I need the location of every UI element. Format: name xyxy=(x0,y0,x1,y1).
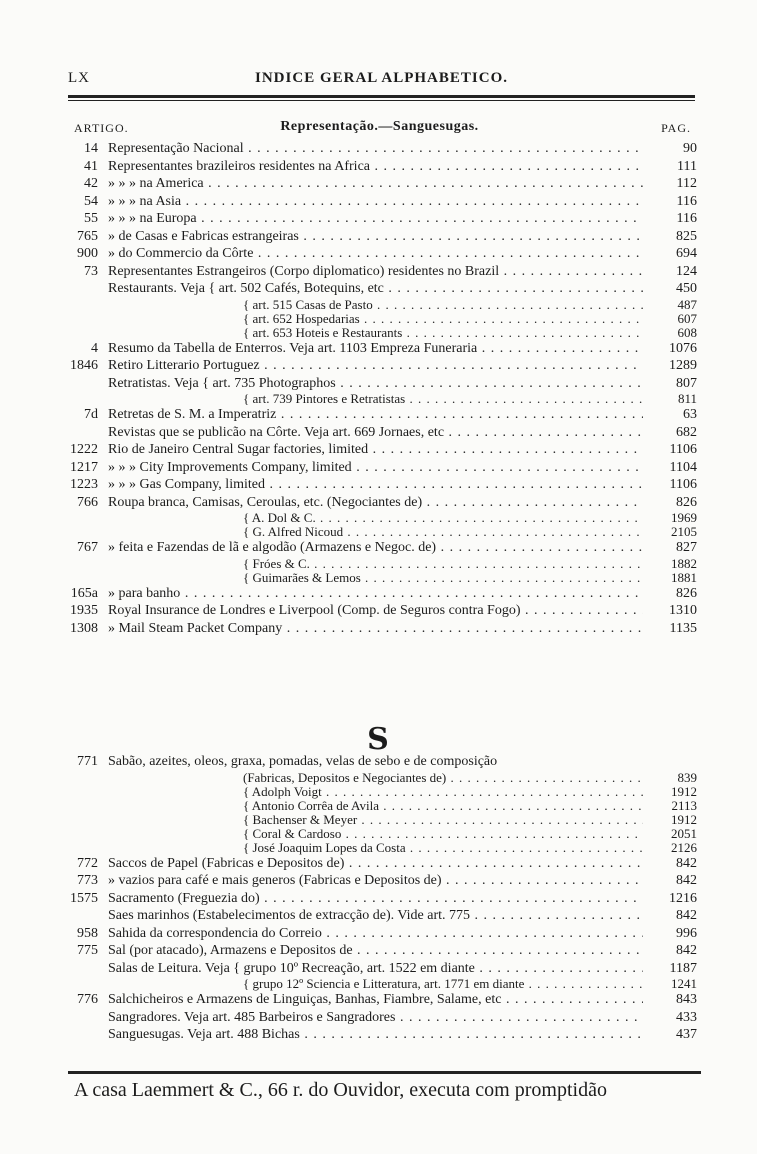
entry-page-number: 607 xyxy=(677,310,697,326)
entry-text: { José Joaquim Lopes da Costa . . . xyxy=(243,841,643,855)
header-rule-thick xyxy=(68,95,695,98)
entry-page-number: 1187 xyxy=(669,960,697,976)
entry-text: Resumo da Tabella de Enterros. Veja art. 1103 Empreza Funeraria . . . xyxy=(108,340,643,358)
entry-article-number: 765 xyxy=(77,228,98,244)
entry-text: » » » na America . . . xyxy=(108,175,643,193)
index-entry xyxy=(68,1009,697,1027)
entry-page-number: 843 xyxy=(676,992,697,1007)
entry-page-number: 90 xyxy=(683,141,697,156)
entry-text: { Antonio Corrêa de Avila . . . xyxy=(243,799,643,813)
entry-page-number: 437 xyxy=(676,1027,697,1042)
index-entry xyxy=(68,228,697,246)
entry-text: { art. 739 Pintores e Retratistas . . . xyxy=(243,392,643,406)
index-entry xyxy=(68,785,697,799)
column-header-artigo: ARTIGO. xyxy=(74,121,129,135)
entry-page-number: 2126 xyxy=(671,839,697,855)
entry-text: { Adolph Voigt . . . xyxy=(243,785,643,799)
entry-page-number: 1912 xyxy=(671,811,697,827)
index-entry xyxy=(68,175,697,193)
index-entry xyxy=(68,312,697,326)
entry-article-number: 1575 xyxy=(70,890,98,906)
entry-page-number: 826 xyxy=(676,585,697,601)
index-entry xyxy=(68,494,697,512)
entry-text: Representantes brazileiros residentes na Africa . . . xyxy=(108,158,643,176)
entry-text: { A. Dol & C. . . . xyxy=(243,511,643,525)
index-entry xyxy=(68,977,697,991)
index-entry xyxy=(68,357,697,375)
index-entry xyxy=(68,298,697,312)
entry-text: { G. Alfred Nicoud . . . xyxy=(243,525,643,539)
entry-page-number: 1882 xyxy=(671,555,697,571)
entry-text: (Fabricas, Depositos e Negociantes de) . . . xyxy=(243,771,643,785)
index-entry xyxy=(68,890,697,908)
entry-page-number: 1076 xyxy=(669,340,697,356)
entry-text: Rio de Janeiro Central Sugar factories, limited . . . xyxy=(108,441,643,459)
column-header-range: Representação.—Sanguesugas. xyxy=(280,119,479,134)
entry-text: Sabão, azeites, oleos, graxa, pomadas, velas de sebo e de composição xyxy=(108,754,498,769)
entry-text: » feita e Fazendas de lã e algodão (Armazens e Negoc. de) . . . xyxy=(108,539,643,557)
entry-article-number: 73 xyxy=(84,263,98,279)
entry-article-number: 1846 xyxy=(70,358,98,373)
entry-page-number: 1241 xyxy=(671,976,697,991)
entry-text: { art. 515 Casas de Pasto . . . xyxy=(243,298,643,312)
entry-page-number: 608 xyxy=(677,324,697,340)
index-entry xyxy=(68,907,697,925)
index-entry xyxy=(68,158,697,176)
entry-page-number: 1310 xyxy=(669,603,697,618)
entry-text: » vazios para café e mais generos (Fabricas e Depositos de) . . . xyxy=(108,872,643,890)
entry-article-number: 776 xyxy=(77,992,98,1007)
entry-text: Saes marinhos (Estabelecimentos de extracção de). Vide art. 775 . . . xyxy=(108,907,643,925)
entry-page-number: 839 xyxy=(677,769,697,785)
entry-page-number: 2105 xyxy=(671,524,697,539)
entry-text: Restaurants. Veja { art. 502 Cafés, Botequins, etc . . . xyxy=(108,280,643,298)
entry-article-number: 1222 xyxy=(70,442,98,457)
entry-text: » » » na Europa . . . xyxy=(108,210,643,228)
page-title: INDICE GERAL ALPHABETICO. xyxy=(255,70,508,86)
entry-text: Representantes Estrangeiros (Corpo diplomatico) residentes no Brazil . . . xyxy=(108,263,643,281)
entry-page-number: 1881 xyxy=(671,569,697,585)
entry-text: Salas de Leitura. Veja { grupo 10º Recreação, art. 1522 em diante . . . xyxy=(108,960,643,978)
index-entry xyxy=(68,585,697,603)
entry-text: » Mail Steam Packet Company . . . xyxy=(108,620,643,638)
index-entry xyxy=(68,140,697,158)
index-entry xyxy=(68,340,697,358)
entry-page-number: 827 xyxy=(676,540,697,555)
entry-article-number: 4 xyxy=(91,340,98,356)
entry-page-number: 112 xyxy=(676,176,697,191)
entry-page-number: 1106 xyxy=(669,442,697,457)
index-entry xyxy=(68,375,697,393)
entry-text: { art. 652 Hospedarias . . . xyxy=(243,312,643,326)
entry-page-number: 1135 xyxy=(669,620,697,636)
entry-article-number: 900 xyxy=(77,246,98,261)
entry-article-number: 775 xyxy=(77,943,98,958)
entry-page-number: 842 xyxy=(676,855,697,871)
index-entry xyxy=(68,925,697,943)
index-entry xyxy=(68,525,697,539)
entry-page-number: 996 xyxy=(676,925,697,941)
entry-article-number: 771 xyxy=(77,754,98,769)
index-entry xyxy=(68,476,697,494)
entry-page-number: 116 xyxy=(676,211,697,226)
entry-text: { Guimarães & Lemos . . . xyxy=(243,571,643,585)
index-entry xyxy=(68,263,697,281)
entry-article-number: 41 xyxy=(84,158,98,174)
index-entry xyxy=(68,210,697,228)
entry-text: Sangradores. Veja art. 485 Barbeiros e Sangradores . . . xyxy=(108,1009,643,1027)
entry-page-number: 682 xyxy=(676,424,697,440)
entry-text: Retratistas. Veja { art. 735 Photographos . . . xyxy=(108,375,643,393)
entry-text: Revistas que se publicão na Côrte. Veja art. 669 Jornaes, etc . . . xyxy=(108,424,643,442)
entry-text: Representação Nacional . . . xyxy=(108,140,643,158)
entry-text: Royal Insurance de Londres e Liverpool (Comp. de Seguros contra Fogo) . . . xyxy=(108,602,643,620)
entry-text: { Fróes & C. . . . xyxy=(243,557,643,571)
index-entry xyxy=(68,193,697,211)
index-entry xyxy=(68,326,697,340)
entry-page-number: 111 xyxy=(677,158,697,174)
entry-text: » de Casas e Fabricas estrangeiras . . . xyxy=(108,228,643,246)
entry-text: Sacramento (Freguezia do) . . . xyxy=(108,890,643,908)
entry-article-number: 42 xyxy=(84,176,98,191)
entry-text: { Bachenser & Meyer . . . xyxy=(243,813,643,827)
entry-page-number: 826 xyxy=(676,494,697,510)
entry-article-number: 7d xyxy=(84,407,98,422)
entry-page-number: 825 xyxy=(676,228,697,244)
index-entry xyxy=(68,280,697,298)
index-entry xyxy=(68,245,697,263)
entry-article-number: 773 xyxy=(77,873,98,888)
index-entry xyxy=(68,602,697,620)
index-entry xyxy=(68,459,697,477)
index-entry xyxy=(68,942,697,960)
entry-text: » » » na Asia . . . xyxy=(108,193,643,211)
index-entry xyxy=(68,424,697,442)
entry-page-number: 1106 xyxy=(669,477,697,492)
entry-article-number: 54 xyxy=(84,193,98,209)
index-entry xyxy=(68,872,697,890)
index-entry xyxy=(68,753,697,771)
entry-article-number: 767 xyxy=(77,540,98,555)
index-entry xyxy=(68,827,697,841)
entry-page-number: 2051 xyxy=(671,825,697,841)
entry-article-number: 1223 xyxy=(70,477,98,492)
entry-page-number: 433 xyxy=(676,1009,697,1025)
page-header xyxy=(68,70,695,92)
entry-page-number: 1912 xyxy=(671,783,697,799)
index-entry xyxy=(68,557,697,571)
index-entry xyxy=(68,571,697,585)
index-entry xyxy=(68,511,697,525)
entry-text: Sahida da correspondencia do Correio . . . xyxy=(108,925,643,943)
footer-advert: A casa Laemmert & C., 66 r. do Ouvidor, executa com promptidão xyxy=(74,1079,607,1101)
entry-page-number: 1104 xyxy=(669,459,697,475)
column-header-pag: PAG. xyxy=(661,121,691,135)
index-entry xyxy=(68,799,697,813)
entry-text: Retiro Litterario Portuguez . . . xyxy=(108,357,643,375)
section-letter: S xyxy=(367,722,390,757)
section-r-entries xyxy=(68,140,697,637)
entry-page-number: 1216 xyxy=(669,890,697,906)
entry-text: Retretas de S. M. a Imperatriz . . . xyxy=(108,406,643,424)
index-entry xyxy=(68,406,697,424)
index-entry xyxy=(68,991,697,1009)
entry-article-number: 958 xyxy=(77,925,98,941)
index-entry xyxy=(68,841,697,855)
entry-text: Sanguesugas. Veja art. 488 Bichas . . . xyxy=(108,1026,643,1044)
entry-page-number: 1289 xyxy=(669,358,697,373)
entry-text: Salchicheiros e Armazens de Linguiças, Banhas, Fiambre, Salame, etc . . . xyxy=(108,991,643,1009)
column-headers xyxy=(68,121,691,137)
entry-article-number: 1217 xyxy=(70,459,98,475)
index-entry xyxy=(68,960,697,978)
entry-text: Saccos de Papel (Fabricas e Depositos de) . . . xyxy=(108,855,643,873)
entry-page-number: 842 xyxy=(676,873,697,888)
entry-article-number: 1935 xyxy=(70,603,98,618)
entry-page-number: 842 xyxy=(676,908,697,923)
entry-article-number: 1308 xyxy=(70,620,98,636)
index-entry xyxy=(68,1026,697,1044)
entry-page-number: 450 xyxy=(676,281,697,296)
index-entry xyxy=(68,813,697,827)
index-entry xyxy=(68,620,697,638)
entry-text: » » » City Improvements Company, limited . . . xyxy=(108,459,643,477)
entry-text: { Coral & Cardoso . . . xyxy=(243,827,643,841)
footer-rule xyxy=(68,1071,701,1074)
entry-page-number: 63 xyxy=(683,407,697,422)
entry-text: » do Commercio da Côrte . . . xyxy=(108,245,643,263)
entry-article-number: 55 xyxy=(84,211,98,226)
page-number: LX xyxy=(68,70,90,86)
entry-text: { grupo 12º Sciencia e Litteratura, art. 1771 em diante . . . xyxy=(243,977,643,991)
entry-text: Sal (por atacado), Armazens e Depositos de . . . xyxy=(108,942,643,960)
entry-page-number: 2113 xyxy=(671,797,697,813)
entry-article-number: 766 xyxy=(77,494,98,510)
header-rule-thin xyxy=(68,100,695,101)
entry-page-number: 487 xyxy=(677,296,697,312)
entry-page-number: 1969 xyxy=(671,510,697,525)
entry-text: { art. 653 Hoteis e Restaurants . . . xyxy=(243,326,643,340)
entry-page-number: 807 xyxy=(676,375,697,391)
entry-text: » » » Gas Company, limited . . . xyxy=(108,476,643,494)
entry-article-number: 772 xyxy=(77,855,98,871)
entry-article-number: 14 xyxy=(84,141,98,156)
index-entry xyxy=(68,441,697,459)
entry-page-number: 124 xyxy=(676,263,697,279)
index-entry xyxy=(68,771,697,785)
entry-page-number: 842 xyxy=(676,943,697,958)
entry-page-number: 116 xyxy=(676,193,697,209)
entry-article-number: 165a xyxy=(70,585,98,601)
entry-text: » para banho . . . xyxy=(108,585,643,603)
index-entry xyxy=(68,539,697,557)
entry-text: Roupa branca, Camisas, Ceroulas, etc. (Negociantes de) . . . xyxy=(108,494,643,512)
index-entry xyxy=(68,855,697,873)
index-entry xyxy=(68,392,697,406)
entry-page-number: 694 xyxy=(676,246,697,261)
section-s-entries xyxy=(68,753,697,1044)
entry-page-number: 811 xyxy=(677,391,697,406)
